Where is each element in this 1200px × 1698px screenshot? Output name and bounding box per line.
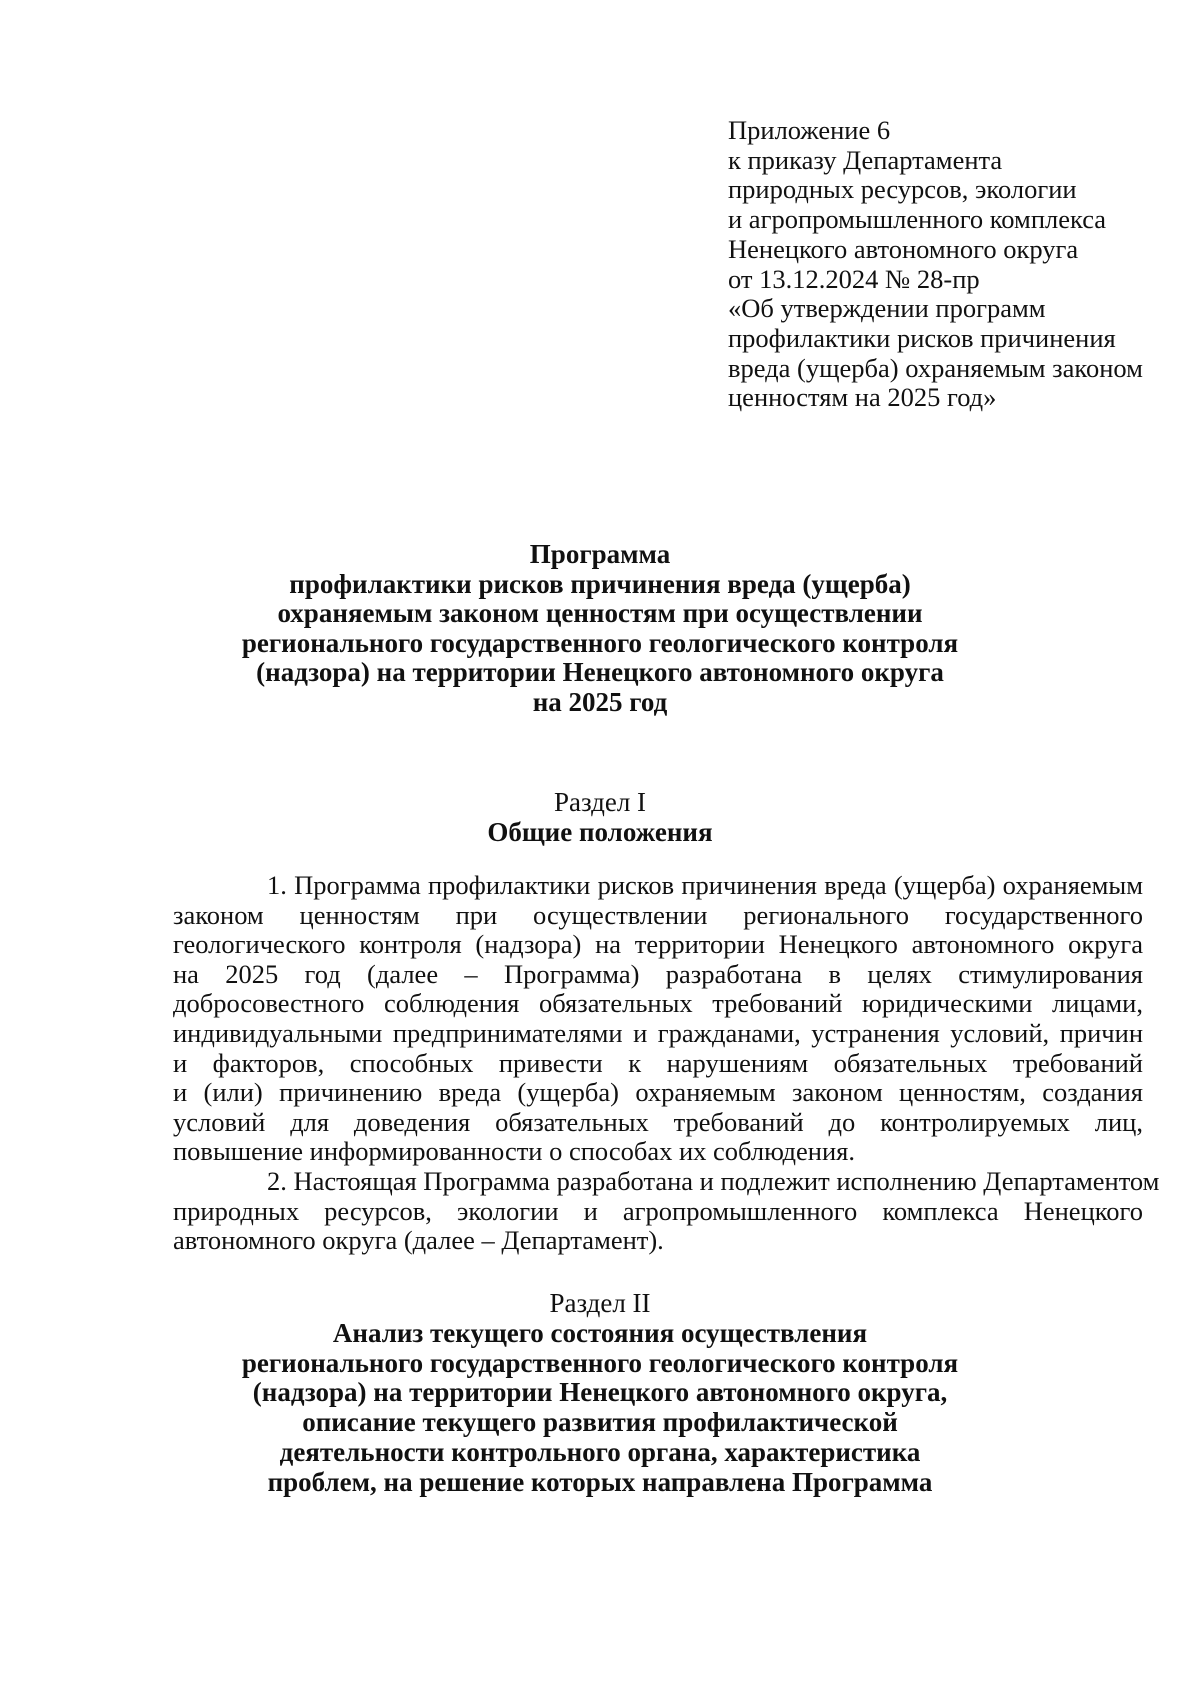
section-2-label: Раздел II bbox=[549, 1288, 651, 1318]
appendix-line: вреда (ущерба) охраняемым законом bbox=[728, 352, 1143, 383]
title-line: (надзора) на территории Ненецкого автономного округа bbox=[256, 657, 944, 687]
appendix-block bbox=[728, 116, 1168, 413]
title-line: охраняемым законом ценностям при осуществлении bbox=[277, 598, 923, 628]
appendix-line: от 13.12.2024 № 28-пр bbox=[728, 263, 980, 294]
paragraph-line: индивидуальными предпринимателями и гражданами, устранения условий, причин bbox=[173, 1017, 1143, 1048]
section-2-title-line: деятельности контрольного органа, характеристика bbox=[279, 1436, 921, 1467]
section-2-title-line: Анализ текущего состояния осуществления bbox=[332, 1317, 868, 1348]
paragraph-1 bbox=[173, 871, 1143, 1167]
paragraph-line: повышение информированности о способах их соблюдения. bbox=[173, 1136, 855, 1167]
title-line: Программа bbox=[529, 539, 671, 569]
appendix-line: профилактики рисков причинения bbox=[728, 322, 1116, 353]
paragraph-line: и факторов, способных привести к нарушениям обязательных требований bbox=[173, 1047, 1143, 1078]
paragraph-line: и (или) причинению вреда (ущерба) охраняемым законом ценностям, создания bbox=[173, 1077, 1143, 1108]
title-line: регионального государственного геологического контроля bbox=[241, 627, 959, 658]
paragraph-line: автономного округа (далее – Департамент). bbox=[173, 1225, 664, 1256]
section-2-title-line: описание текущего развития профилактической bbox=[302, 1407, 898, 1438]
appendix-line: ценностям на 2025 год» bbox=[728, 382, 997, 413]
paragraph-line: законом ценностям при осуществлении регионального государственного bbox=[173, 899, 1143, 930]
title-line: профилактики рисков причинения вреда (ущерба) bbox=[289, 568, 911, 599]
section-1-title: Общие положения bbox=[487, 817, 713, 847]
paragraph-line: добросовестного соблюдения обязательных требований юридическими лицами, bbox=[173, 988, 1143, 1019]
paragraph-line: 1. Программа профилактики рисков причинения вреда (ущерба) охраняемым bbox=[267, 870, 1143, 900]
paragraph-line: 2. Настоящая Программа разработана и подлежит исполнению Департаментом bbox=[267, 1166, 1160, 1196]
paragraph-2 bbox=[173, 1166, 1160, 1256]
paragraph-line: условий для доведения обязательных требований до контролируемых лиц, bbox=[173, 1106, 1143, 1137]
appendix-line: и агропромышленного комплекса bbox=[728, 204, 1107, 235]
paragraph-line: природных ресурсов, экологии и агропромышленного комплекса Ненецкого bbox=[173, 1195, 1143, 1226]
appendix-line: к приказу Департамента bbox=[728, 144, 1003, 175]
paragraph-line: геологического контроля (надзора) на территории Ненецкого автономного округа bbox=[173, 929, 1143, 960]
appendix-line: «Об утверждении программ bbox=[728, 293, 1046, 324]
section-2-heading bbox=[150, 1289, 1050, 1498]
document-title bbox=[150, 540, 1050, 717]
appendix-line: Приложение 6 bbox=[728, 115, 891, 145]
title-line: на 2025 год bbox=[532, 686, 668, 717]
section-2-title-line: (надзора) на территории Ненецкого автономного округа, bbox=[252, 1377, 948, 1408]
section-1-heading bbox=[150, 787, 1050, 847]
section-2-title-line: регионального государственного геологического контроля bbox=[241, 1347, 959, 1378]
paragraph-line: на 2025 год (далее – Программа) разработана в целях стимулирования bbox=[173, 958, 1143, 989]
section-1-label: Раздел I bbox=[553, 787, 647, 817]
appendix-line: Ненецкого автономного округа bbox=[728, 233, 1079, 264]
appendix-line: природных ресурсов, экологии bbox=[728, 174, 1077, 205]
section-2-title-line: проблем, на решение которых направлена Программа bbox=[267, 1466, 933, 1497]
